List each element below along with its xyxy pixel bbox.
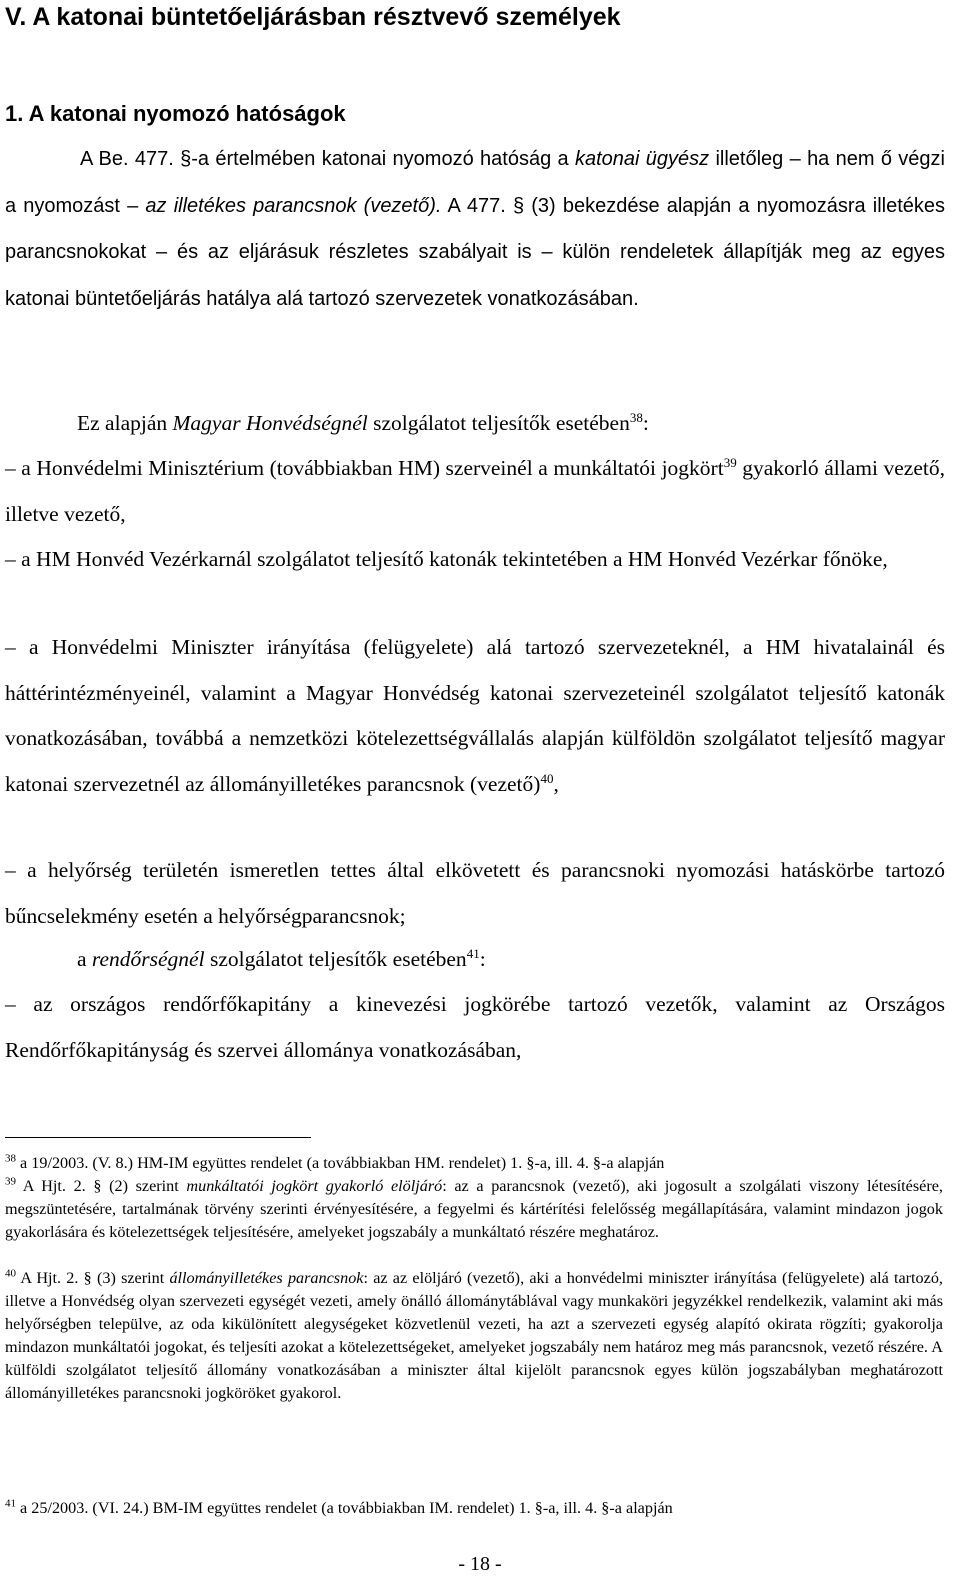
footnote-40: $^{40}$ A Hjt. 2. § (3) szerint állományilletékes parancsnok: az az elöljáró (vezető), aki a honvédelmi miniszter irányítása (felügyelete) alá tartozó, illetve a Honvédség olyan szervezeti egységét vezeti, amely önálló állománytáblával vagy munkaköri jegyzékkel rendelkezik, valamint aki más helyőrségben települve, az oda kikülönített alegységeket közvetlenül vezeti, ha azt a szervezeti egység alapító okirata rögzíti; gyakorolja mindazon munkáltatói jogokat, és teljesíti azokat a kötelezettségeket, amelyeket jogszabály nem határoz meg más parancsnok, vezető részére. A külföldi szolgálatot teljesítő állomány vonatkozásában a miniszter által kijelölt parancsnok egyes külön jogszabályban meghatározott állományilletékes parancsnoki jogköröket gyakorol. <box>5 1267 943 1402</box>
list-item-miniszter: – a Honvédelmi Miniszter irányítása (felügyelete) alá tartozó szervezeteknél, a HM hivatalainál és háttérintézményeinél, valamint a Magyar Honvédség katonai szervezeteinél szolgálatot teljesítő katonák vonatkozásában, továbbá a nemzetközi kötelezettségvállalás alapján külföldön szolgálatot teljesítő magyar katonai szervezetnél az állományilletékes parancsnok (vezető)$^{40}$, <box>5 635 945 796</box>
footnote-ref-38[interactable]: 38 <box>629 409 643 425</box>
list-item-hm: – a Honvédelmi Minisztérium (továbbiakban HM) szerveinél a munkáltatói jogkört$^{39}$ gyakorló állami vezető, illetve vezető, <box>5 454 945 526</box>
footnote-39: $^{39}$ A Hjt. 2. § (2) szerint munkáltatói jogkört gyakorló elöljáró: az a parancsnok (vezető), aki jogosult a szolgálati viszony létesítésére, megszüntetésére, tartalmának törvény szerinti érvényesítésére, a fegyelmi és kártérítési felelősség megállapítására, valamint mindazon jogok gyakorlására és kötelezettségek teljesítésére, amelyeket jogszabály a munkáltató részére meghatároz. <box>5 1175 943 1241</box>
footnote-ref-40[interactable]: 40 <box>540 770 554 786</box>
paragraph-rendorseg: a rendőrségnél szolgálatot teljesítők esetében$^{41}$: <box>77 945 486 971</box>
section-title: 1. A katonai nyomozó hatóságok <box>5 101 346 126</box>
paragraph-honvedseg: Ez alapján Magyar Honvédségnél szolgálatot teljesítők esetében$^{38}$: <box>77 409 649 435</box>
footnote-ref-39[interactable]: 39 <box>723 454 737 470</box>
paragraph-intro: A Be. 477. §-a értelmében katonai nyomozó hatóság a katonai ügyész illetőleg – ha nem ő végzi a nyomozást – az illetékes parancsnok (vezető). A 477. § (3) bekezdése alapján a nyomozásra illetékes parancsnokokat – és az eljárásuk részletes szabályait is – külön rendeletek állapítják meg az egyes katonai büntetőeljárás hatálya alá tartozó szervezetek vonatkozásában. <box>5 148 946 310</box>
page-number: - 18 - <box>458 1553 502 1575</box>
footnote-ref-41[interactable]: 41 <box>466 945 480 961</box>
footnote-38: $^{38}$ a 19/2003. (V. 8.) HM-IM együttes rendelet (a továbbiakban HM. rendelet) 1. §-a, ill. 4. §-a alapján <box>5 1152 665 1172</box>
list-item-orfk: – az országos rendőrfőkapitány a kinevezési jogkörébe tartozó vezetők, valamint az Országos Rendőrfőkapitányság és szervei állománya vonatkozásában, <box>5 992 945 1062</box>
footnote-41: $^{41}$ a 25/2003. (VI. 24.) BM-IM együttes rendelet (a továbbiakban IM. rendelet) 1. §-a, ill. 4. §-a alapján <box>5 1497 673 1517</box>
chapter-title: V. A katonai büntetőeljárásban résztvevő személyek <box>5 3 621 31</box>
list-item-vezerkar: – a HM Honvéd Vezérkarnál szolgálatot teljesítő katonák tekintetében a HM Honvéd Vezérkar főnöke, <box>5 547 888 571</box>
list-item-helyorseg: – a helyőrség területén ismeretlen tettes által elkövetett és parancsnoki nyomozási hatáskörbe tartozó bűncselekmény esetén a helyőrségparancsnok; <box>5 858 945 928</box>
footnote-separator <box>5 1137 311 1138</box>
